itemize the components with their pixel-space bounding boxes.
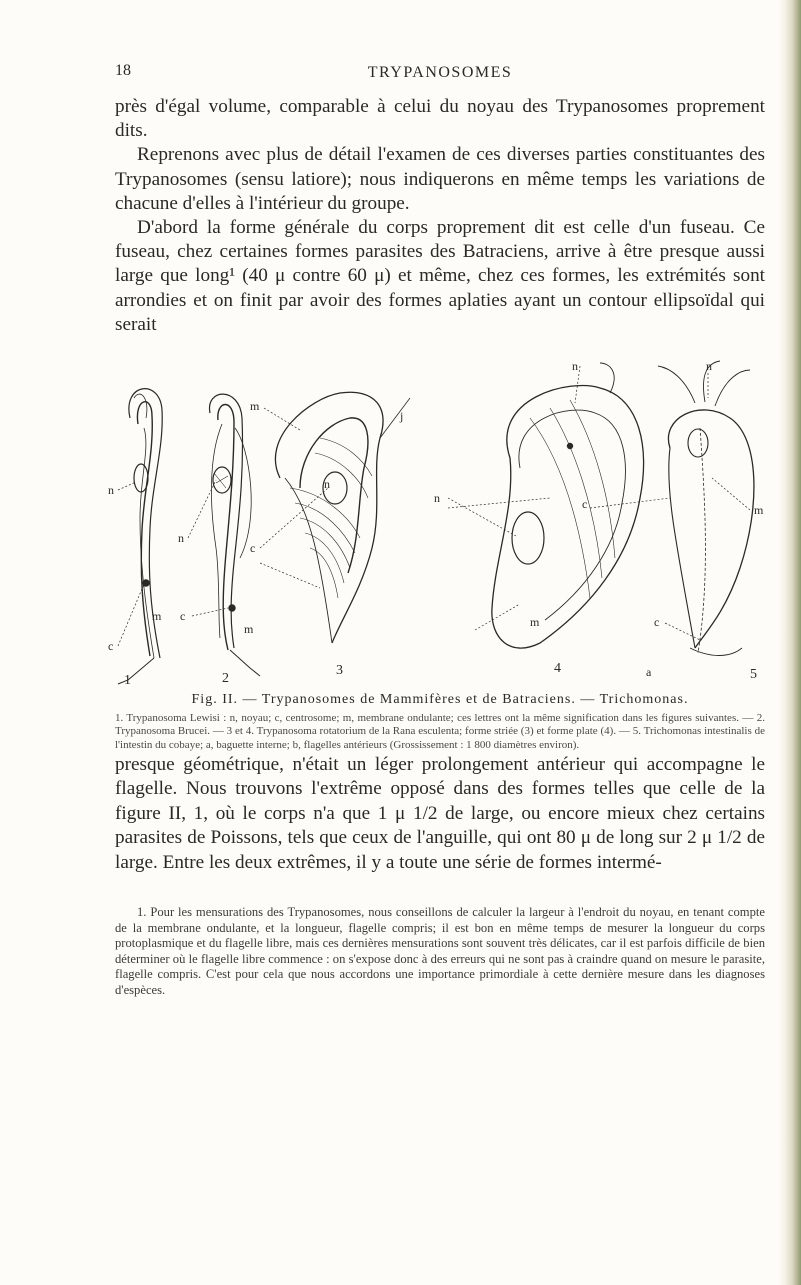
paragraph: Reprenons avec plus de détail l'examen de ces diverses parties constituantes des Trypanosomes (sensu latiore); nous indiquerons en même temps les variations de chacune d'elles à l'intérieur du groupe. <box>115 144 765 214</box>
label-n: n <box>324 477 330 491</box>
page-number: 18 <box>115 62 131 79</box>
label-j: j <box>400 409 404 423</box>
figure-1-trypanosome-lewisi <box>118 389 162 684</box>
figure-number-2: 2 <box>222 671 229 686</box>
label-m: m <box>250 399 260 413</box>
body-text-top <box>115 95 765 337</box>
paragraph: D'abord la forme générale du corps proprement dit est celle d'un fuseau. Ce fuseau, chez certaines formes parasites des Batraciens, arrive à être presque aussi large que long¹ (40 μ contre 60 μ) et même, chez ces formes, les extrémités sont arrondies et on finit par avoir des formes aplaties ayant un contour ellipsoïdal qui serait <box>115 217 765 335</box>
footnote-text: 1. Pour les mensurations des Trypanosomes, nous conseillons de calculer la largeur à l'endroit du noyau, en tenant compte de la membrane ondulante, et la longueur, flagelle compris; il est bon en même temps de mesurer la longueur du corps protoplasmique et du flagelle libre, mais ces dernières mensurations sont souvent très délicates, car il est parfois difficile de bien déterminer où le flagelle libre commence : on s'expose donc à des erreurs qui ne sont pas à craindre quand on mesure le parasite, flagelle compris. C'est pour cela que nous accordons une importance primordiale à cette dernière mesure dans les diagnoses d'espèces. <box>115 905 765 997</box>
figure-4-trypanosoma-rotatorium-plate <box>492 363 644 648</box>
label-c: c <box>180 609 186 623</box>
label-m: m <box>152 609 162 623</box>
figure-caption-text: 1. Trypanosoma Lewisi : n, noyau; c, centrosome; m, membrane ondulante; ces lettres ont la même signification dans les figures suivantes. — 2. Trypanosoma Brucei. — 3 et 4. Trypanosoma rotatorium de la Rana esculenta; forme striée (3) et forme plate (4). — 5. Trichomonas intestinalis de l'intestin du cobaye; a, baguette interne; b, flagelles antérieurs (Grossissement : 1 800 diamètres environ). <box>115 712 765 751</box>
footnote <box>115 905 765 999</box>
running-title: TRYPANOSOMES <box>367 64 513 81</box>
label-m: m <box>244 622 254 636</box>
figure-illustration <box>110 358 770 688</box>
figure-number-3: 3 <box>336 663 343 678</box>
page-header <box>115 62 765 92</box>
label-n: n <box>108 483 114 497</box>
label-m: m <box>530 615 540 629</box>
figure-number-5: 5 <box>750 667 757 682</box>
figure-3-trypanosoma-rotatorium-striee <box>275 392 410 643</box>
label-a: a <box>646 665 652 679</box>
label-c: c <box>582 497 588 511</box>
label-n: n <box>572 359 578 373</box>
paragraph: près d'égal volume, comparable à celui du noyau des Trypanosomes proprement dits. <box>115 96 765 142</box>
label-n: n <box>434 491 440 505</box>
figure-number-4: 4 <box>554 661 561 676</box>
label-m: m <box>754 503 764 517</box>
label-n: n <box>706 359 712 373</box>
figure-caption-title: Fig. II. — Trypanosomes de Mammifères et de Batraciens. — Trichomonas. <box>191 692 689 707</box>
label-c: c <box>108 639 114 653</box>
label-c: c <box>250 541 256 555</box>
page-edge <box>779 0 801 1285</box>
label-n: n <box>178 531 184 545</box>
paragraph: presque géométrique, n'était un léger prolongement antérieur qui accompagne le flagelle. Nous trouvons l'extrême opposé dans des formes telles que celle de la figure II, 1, où le corps n'a que 1 μ 1/2 de large, ou encore mieux chez certains parasites de Poissons, tels que ceux de l'anguille, qui ont 80 μ de long sur 2 μ 1/2 de large. Entre les deux extrêmes, il y a toute une série de formes intermé- <box>115 754 765 873</box>
label-c: c <box>654 615 660 629</box>
figure-number-1: 1 <box>124 673 131 688</box>
body-text-bottom <box>115 753 765 875</box>
figure-5-trichomonas-intestinalis <box>658 361 754 656</box>
